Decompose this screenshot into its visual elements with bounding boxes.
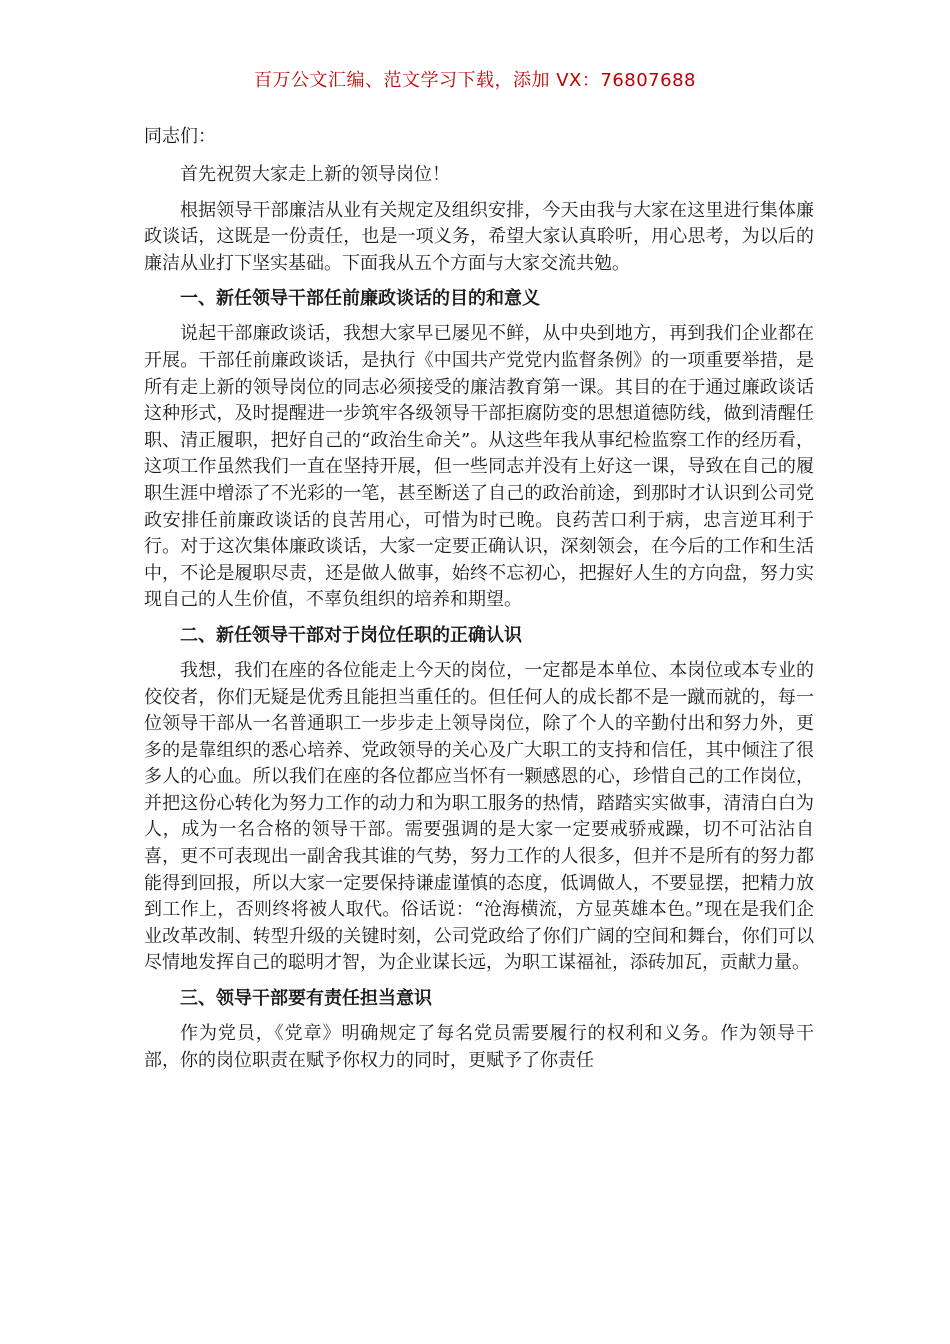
intro-paragraph: 根据领导干部廉洁从业有关规定及组织安排，今天由我与大家在这里进行集体廉政谈话，这既是一份责任，也是一项义务，希望大家认真聆听，用心思考，为以后的廉洁从业打下坚实基础。下面我从五个方面与大家交流共勉。 — [144, 199, 814, 274]
intro-greeting: 首先祝贺大家走上新的领导岗位！ — [180, 164, 450, 185]
section-paragraph-1: 说起干部廉政谈话，我想大家早已屡见不鲜，从中央到地方，再到我们企业都在开展。干部任前廉政谈话，是执行《中国共产党党内监督条例》的一项重要举措，是所有走上新的领导岗位的同志必须接受的廉洁教育第一课。其目的在于通过廉政谈话这种形式，及时提醒进一步筑牢各级领导干部拒腐防变的思想道德防线，做到清醒任职、清正履职，把好自己的“政治生命关”。从这些年我从事纪检监察工作的经历看，这项工作虽然我们一直在坚持开展，但一些同志并没有上好这一课，导致在自己的履职生涯中增添了不光彩的一笔，甚至断送了自己的政治前途，到那时才认识到公司党政安排任前廉政谈话的良苦用心，可惜为时已晚。良药苦口利于病，忠言逆耳利于行。对于这次集体廉政谈话，大家一定要正确认识，深刻领会，在今后的工作和生活中，不论是履职尽责，还是做人做事，始终不忘初心，把握好人生的方向盘，努力实现自己的人生价值，不辜负组织的培养和期望。 — [144, 323, 814, 611]
section-heading-2: 二、新任领导干部对于岗位任职的正确认识 — [180, 624, 522, 646]
section-heading-1: 一、新任领导干部任前廉政谈话的目的和意义 — [180, 288, 540, 310]
section-paragraph-3: 作为党员，《党章》明确规定了每名党员需要履行的权利和义务。作为领导干部，你的岗位职责在赋予你权力的同时，更赋予了你责任 — [144, 1023, 814, 1071]
download-banner: 百万公文汇编、范文学习下载，添加 VX：76807688 — [254, 70, 696, 91]
section-heading-3: 三、领导干部要有责任担当意识 — [180, 988, 432, 1010]
document-page — [144, 124, 814, 1083]
salutation: 同志们： — [144, 126, 216, 147]
section-paragraph-2: 我想，我们在座的各位能走上今天的岗位，一定都是本单位、本岗位或本专业的佼佼者，你们无疑是优秀且能担当重任的。但任何人的成长都不是一蹴而就的，每一位领导干部从一名普通职工一步步走上领导岗位，除了个人的辛勤付出和努力外，更多的是靠组织的悉心培养、党政领导的关心及广大职工的支持和信任，其中倾注了很多人的心血。所以我们在座的各位都应当怀有一颗感恩的心，珍惜自己的工作岗位，并把这份心转化为努力工作的动力和为职工服务的热情，踏踏实实做事，清清白白为人，成为一名合格的领导干部。需要强调的是大家一定要戒骄戒躁，切不可沾沾自喜，更不可表现出一副舍我其谁的气势，努力工作的人很多，但并不是所有的努力都能得到回报，所以大家一定要保持谦虚谨慎的态度，低调做人，不要显摆，把精力放到工作上，否则终将被人取代。俗话说：“沧海横流，方显英雄本色。”现在是我们企业改革改制、转型升级的关键时刻，公司党政给了你们广阔的空间和舞台，你们可以尽情地发挥自己的聪明才智，为企业谋长远，为职工谋福祉，添砖加瓦，贡献力量。 — [144, 659, 814, 974]
